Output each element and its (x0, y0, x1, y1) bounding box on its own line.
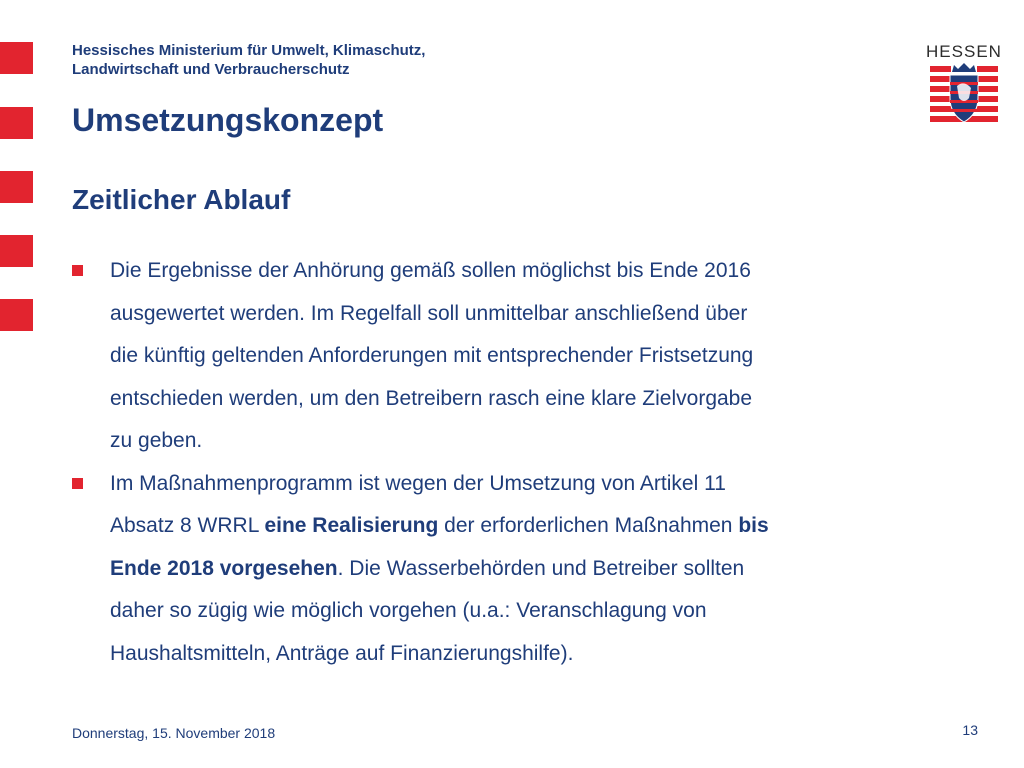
bullet-item-1 (72, 250, 952, 463)
red-marker (0, 107, 33, 139)
red-marker (0, 299, 33, 331)
slide-subtitle: Zeitlicher Ablauf (72, 184, 291, 215)
hessen-coat-of-arms-icon (926, 62, 1002, 130)
bullet-1-line-4: entschieden werden, um den Betreibern rasch eine klare Zielvorgabe (110, 386, 753, 410)
bullet-1-line-2: ausgewertet werden. Im Regelfall soll unmittelbar anschließend über (110, 301, 748, 325)
hessen-logo-text: HESSEN (926, 42, 1002, 61)
bullet-2-emphasis: bis (738, 514, 769, 537)
footer-date: Donnerstag, 15. November 2018 (72, 725, 276, 741)
page-number: 13 (962, 722, 978, 738)
bullet-2-emphasis: Ende 2018 vorgesehen (110, 556, 338, 580)
hessen-logo (926, 42, 1002, 135)
ministry-line-1: Hessisches Ministerium für Umwelt, Klimaschutz, (72, 42, 426, 59)
red-marker (0, 235, 33, 267)
ministry-line-2: Landwirtschaft und Verbraucherschutz (72, 61, 350, 78)
bullet-1-line-3: die künftig geltenden Anforderungen mit entsprechender Fristsetzung (110, 344, 754, 367)
red-marker (0, 171, 33, 203)
bullet-2-line-2 (110, 505, 952, 548)
bullet-2-text: Absatz 8 WRRL (110, 514, 265, 537)
bullet-1-line-5: zu geben. (110, 429, 203, 452)
square-bullet-icon (72, 265, 83, 276)
red-marker (0, 42, 33, 74)
bullet-2-line-1: Im Maßnahmenprogramm ist wegen der Umsetzung von Artikel 11 (110, 471, 726, 495)
bullet-2-emphasis: eine Realisierung (264, 514, 439, 537)
slide-title: Umsetzungskonzept (72, 102, 384, 138)
bullet-list (72, 250, 952, 675)
bullet-item-2 (72, 463, 952, 676)
ministry-name (72, 41, 425, 79)
bullet-2-line-5: Haushaltsmitteln, Anträge auf Finanzierungshilfe). (110, 641, 574, 665)
bullet-2-line-3 (110, 548, 952, 591)
bullet-2-line-4: daher so zügig wie möglich vorgehen (u.a.: Veranschlagung von (110, 599, 707, 622)
bullet-2-text: . Die Wasserbehörden und Betreiber sollten (337, 556, 745, 580)
bullet-2-text: der erforderlichen Maßnahmen (438, 514, 739, 537)
bullet-1-line-1: Die Ergebnisse der Anhörung gemäß sollen möglichst bis Ende 2016 (110, 259, 751, 282)
square-bullet-icon (72, 478, 83, 489)
